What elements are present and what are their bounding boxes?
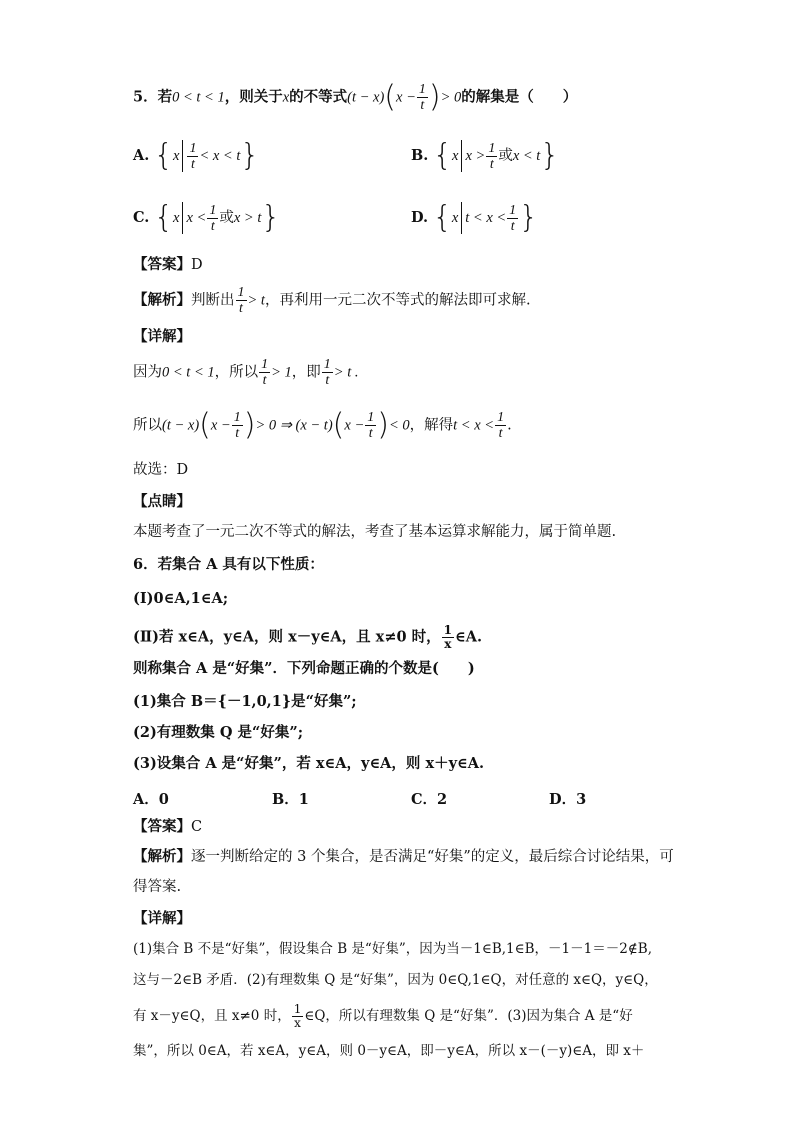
- q5-comment-tag: 【点睛】: [133, 493, 191, 510]
- q6-option-a: A．0: [133, 791, 169, 808]
- q6-statement-1: (1)集合 B＝{－1,0,1}是“好集”;: [133, 693, 357, 710]
- q6-statement-3: (3)设集合 A 是“好集”，若 x∈A，y∈A，则 x＋y∈A.: [133, 755, 485, 772]
- q6-analysis: 【解析】逐一判断给定的 3 个集合，是否满足“好集”的定义，最后综合讨论结果，可: [133, 848, 674, 865]
- q6-detail-4: 集”，所以 0∈A，若 x∈A，y∈A，则 0－y∈A，即－y∈A，所以 x－(－y)∈A，即 x＋: [133, 1043, 645, 1059]
- q5-comment: 本题考查了一元二次不等式的解法，考查了基本运算求解能力，属于简单题.: [133, 524, 617, 540]
- q5-analysis: 【解析】判断出 $\frac{1}{t}$ > t，再利用一元二次不等式的解法即可求解.: [133, 285, 531, 316]
- q5-detail-tag: 【详解】: [133, 328, 191, 345]
- q6-statement-2: (2)有理数集 Q 是“好集”;: [133, 724, 304, 741]
- q6-option-d: D．3: [549, 791, 587, 808]
- q6-detail-3: 有 x－y∈Q，且 x≠0 时， $\frac{1}{x}$ ∈Q，所以有理数集 Q 是“好集”．(3)因为集合 A 是“好: [133, 1002, 633, 1030]
- option-d: D. {x t < x < $\frac{1}{t}$ }: [411, 200, 539, 235]
- option-b: B. {x x > $\frac{1}{t}$ 或x < t}: [411, 138, 560, 173]
- q6-option-c: C．2: [411, 791, 448, 808]
- q5-choose: 故选：D: [133, 462, 189, 478]
- q6-question: 则称集合 A 是“好集”．下列命题正确的个数是( ): [133, 660, 475, 677]
- q6-stem: 6．若集合 A 具有以下性质：: [133, 556, 324, 573]
- q6-detail-1: (1)集合 B 不是“好集”，假设集合 B 是“好集”，因为当－1∈B,1∈B，－1－1＝－2∉B,: [133, 941, 653, 957]
- q5-answer: 【答案】D: [133, 256, 203, 273]
- q5-stem: 5．若0 < t < 1，则关于x的不等式(t − x)(x − $\frac{1}{t}$ )> 0的解集是（ ）: [133, 79, 578, 115]
- fraction: $\frac{1}{t}$: [418, 82, 426, 113]
- q6-analysis-cont: 得答案.: [133, 879, 182, 895]
- option-c: C. {x x < $\frac{1}{t}$ 或x > t}: [133, 200, 281, 235]
- q6-answer: 【答案】C: [133, 818, 203, 835]
- q6-prop-1: (Ⅰ)0∈A,1∈A;: [133, 590, 229, 607]
- q6-option-b: B．1: [272, 791, 309, 808]
- q5-number: 5．: [133, 88, 158, 106]
- q6-detail-2: 这与－2∈B 矛盾．(2)有理数集 Q 是“好集”，因为 0∈Q,1∈Q，对任意的 x∈Q，y∈Q，: [133, 972, 658, 988]
- q5-step2: 所以(t − x)(x − $\frac{1}{t}$ )> 0 ⇒ (x − t)(x − $\frac{1}{t}$ )< 0，解得t < x < $\frac{1}{t}$ .: [133, 407, 512, 443]
- q5-step1: 因为0 < t < 1，所以 $\frac{1}{t}$ > 1，即 $\frac{1}{t}$ > t .: [133, 357, 359, 388]
- q6-prop-2: (Ⅱ)若 x∈A，y∈A，则 x－y∈A，且 x≠0 时， $\frac{1}{x}$ ∈A.: [133, 623, 483, 651]
- q6-detail-tag: 【详解】: [133, 910, 191, 927]
- option-a: A. {x $\frac{1}{t}$ < x < t}: [133, 138, 260, 173]
